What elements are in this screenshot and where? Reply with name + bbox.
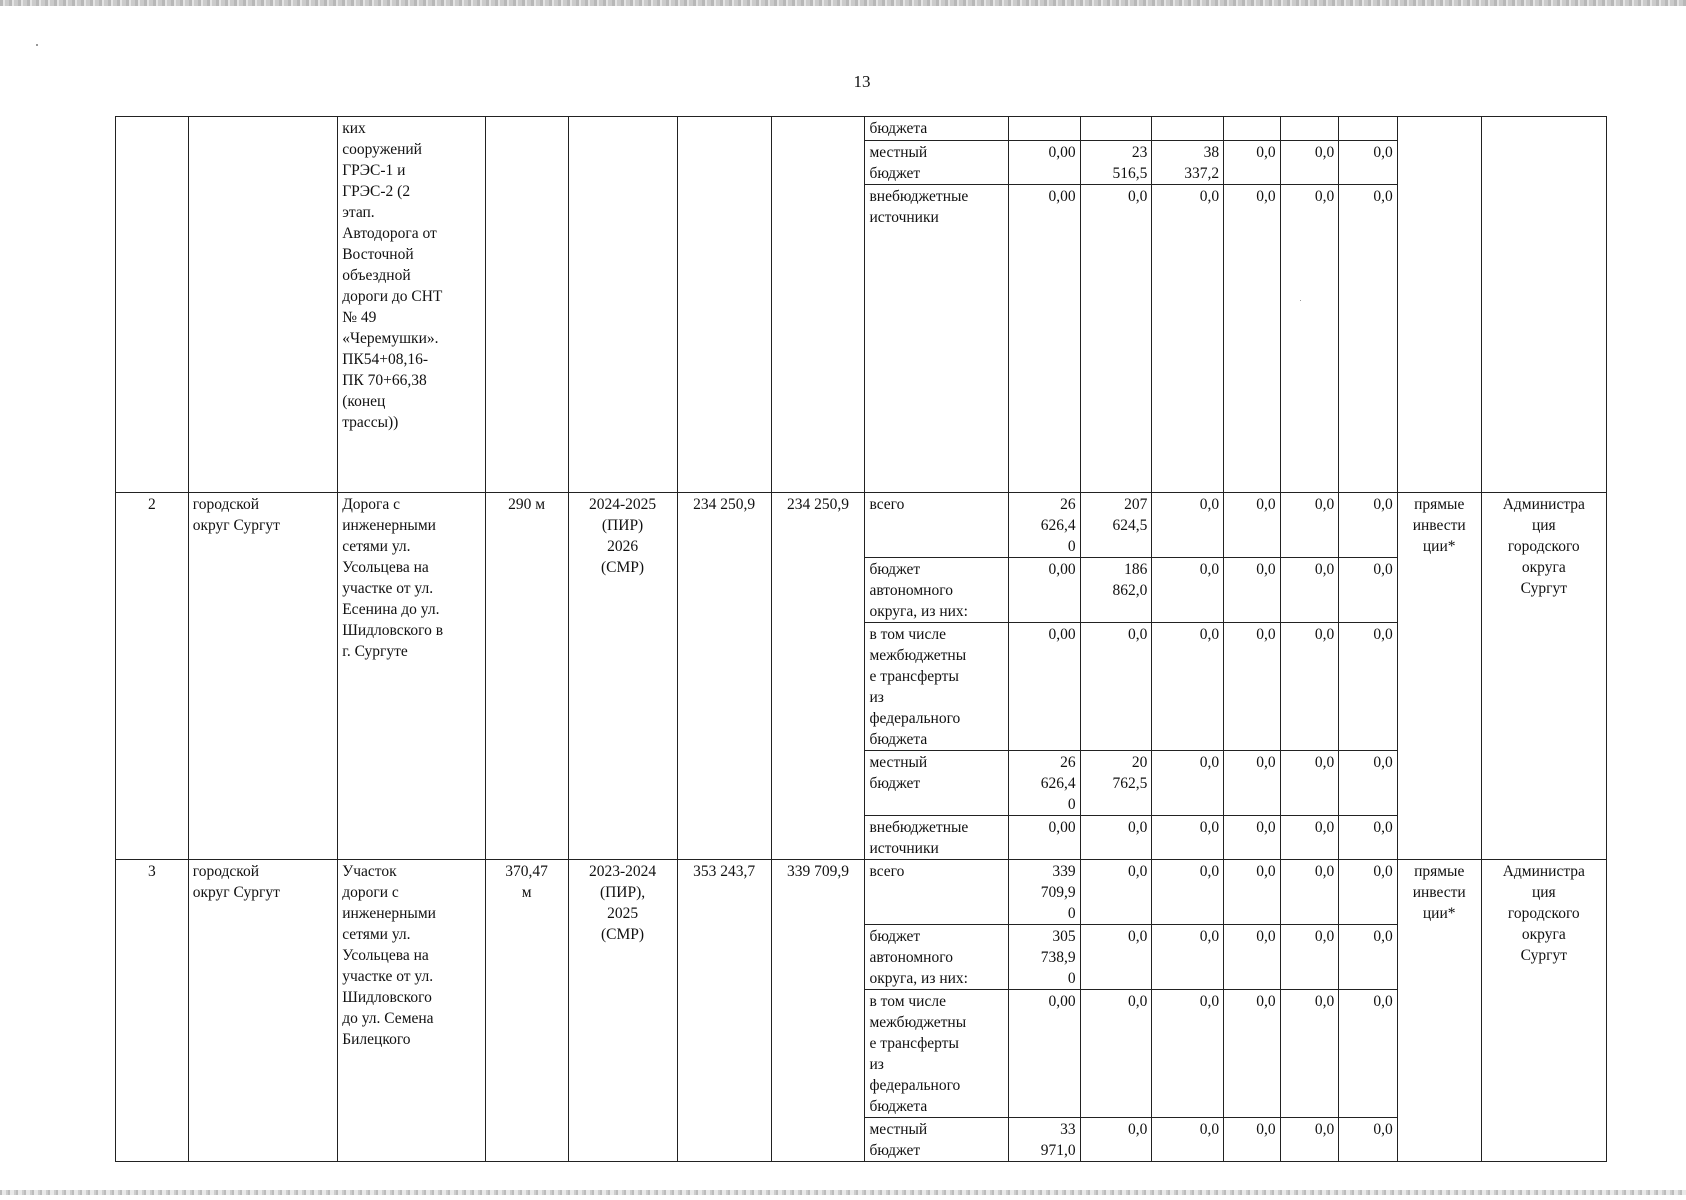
capacity-cell: 290 м	[485, 493, 568, 860]
amount-cell: 0,0	[1224, 185, 1281, 493]
period-cell: 2024-2025 (ПИР) 2026 (СМР)	[568, 493, 677, 860]
amount-cell: 20 762,5	[1080, 751, 1152, 816]
num-cell: 2	[116, 493, 189, 860]
amount-cell: 0,0	[1080, 925, 1152, 990]
amount-cell: 0,0	[1280, 623, 1339, 751]
amount-cell: 0,0	[1280, 990, 1339, 1118]
amount-cell: 0,0	[1152, 925, 1224, 990]
amount-cell	[1152, 117, 1224, 141]
source-label-cell: внебюджетные источники	[865, 185, 1008, 493]
amount-cell: 0,0	[1339, 925, 1398, 990]
amount-cell: 0,0	[1152, 990, 1224, 1118]
amount-cell: 0,0	[1339, 623, 1398, 751]
source-label-cell: всего	[865, 860, 1008, 925]
amount-cell: 0,0	[1224, 493, 1281, 558]
source-label-cell: бюджета	[865, 117, 1008, 141]
amount-cell: 0,0	[1339, 141, 1398, 185]
amount-cell: 0,0	[1224, 925, 1281, 990]
cost-remaining-cell: 234 250,9	[771, 493, 865, 860]
source-label-cell: местный бюджет	[865, 751, 1008, 816]
amount-cell: 0,0	[1152, 860, 1224, 925]
amount-cell: 23 516,5	[1080, 141, 1152, 185]
amount-cell: 0,0	[1280, 493, 1339, 558]
amount-cell: 0,00	[1008, 816, 1080, 860]
amount-cell: 0,0	[1080, 623, 1152, 751]
scan-speck	[36, 44, 38, 46]
source-label-cell: в том числе межбюджетны е трансферты из федерального бюджета	[865, 623, 1008, 751]
capacity-cell: 370,47 м	[485, 860, 568, 1162]
customer-cell	[1481, 117, 1606, 493]
amount-cell: 0,0	[1280, 860, 1339, 925]
amount-cell: 0,00	[1008, 623, 1080, 751]
table-row	[116, 117, 1607, 141]
object-cell: Дорога с инженерными сетями ул. Усольцева на участке от ул. Есенина до ул. Шидловского в г. Сургуте	[338, 493, 485, 860]
num-cell: 3	[116, 860, 189, 1162]
empty-cell	[568, 117, 677, 493]
amount-cell: 0,0	[1339, 1118, 1398, 1162]
amount-cell: 0,0	[1224, 623, 1281, 751]
source-label-cell: всего	[865, 493, 1008, 558]
amount-cell: 0,00	[1008, 990, 1080, 1118]
municipality-cell	[188, 117, 338, 493]
amount-cell: 0,00	[1008, 558, 1080, 623]
amount-cell: 0,0	[1224, 751, 1281, 816]
amount-cell: 0,00	[1008, 141, 1080, 185]
amount-cell: 186 862,0	[1080, 558, 1152, 623]
municipality-cell: городской округ Сургут	[188, 493, 338, 860]
amount-cell	[1224, 117, 1281, 141]
amount-cell	[1080, 117, 1152, 141]
amount-cell: 305 738,9 0	[1008, 925, 1080, 990]
amount-cell: 0,0	[1339, 816, 1398, 860]
amount-cell	[1339, 117, 1398, 141]
empty-cell	[771, 117, 865, 493]
cost-total-cell: 234 250,9	[677, 493, 771, 860]
amount-cell: 33 971,0	[1008, 1118, 1080, 1162]
amount-cell: 0,0	[1339, 751, 1398, 816]
source-label-cell: внебюджетные источники	[865, 816, 1008, 860]
amount-cell: 26 626,4 0	[1008, 493, 1080, 558]
amount-cell: 38 337,2	[1152, 141, 1224, 185]
amount-cell: 0,0	[1080, 1118, 1152, 1162]
municipality-cell: городской округ Сургут	[188, 860, 338, 1162]
amount-cell: 0,0	[1152, 558, 1224, 623]
amount-cell: 0,0	[1280, 1118, 1339, 1162]
table-body	[116, 117, 1607, 1162]
amount-cell: 0,0	[1080, 816, 1152, 860]
num-cell	[116, 117, 189, 493]
cost-remaining-cell: 339 709,9	[771, 860, 865, 1162]
amount-cell: 0,0	[1224, 1118, 1281, 1162]
amount-cell: 0,0	[1280, 141, 1339, 185]
amount-cell: 0,0	[1224, 816, 1281, 860]
amount-cell: 0,0	[1280, 751, 1339, 816]
amount-cell: 0,0	[1080, 990, 1152, 1118]
customer-cell: Администра ция городского округа Сургут	[1481, 860, 1606, 1162]
object-cell: Участок дороги с инженерными сетями ул. Усольцева на участке от ул. Шидловского до ул. Семена Билецкого	[338, 860, 485, 1162]
customer-cell: Администра ция городского округа Сургут	[1481, 493, 1606, 860]
amount-cell: 0,0	[1152, 751, 1224, 816]
empty-cell	[677, 117, 771, 493]
source-label-cell: бюджет автономного округа, из них:	[865, 925, 1008, 990]
amount-cell: 0,00	[1008, 185, 1080, 493]
amount-cell	[1280, 117, 1339, 141]
source-label-cell: в том числе межбюджетны е трансферты из федерального бюджета	[865, 990, 1008, 1118]
amount-cell: 0,0	[1152, 816, 1224, 860]
amount-cell: 0,0	[1339, 493, 1398, 558]
investment-objects-table	[115, 116, 1607, 1162]
source-label-cell: местный бюджет	[865, 1118, 1008, 1162]
amount-cell: 0,0	[1152, 493, 1224, 558]
table-row	[116, 860, 1607, 925]
amount-cell: 0,0	[1224, 990, 1281, 1118]
amount-cell: 0,0	[1280, 816, 1339, 860]
amount-cell: 0,0	[1339, 185, 1398, 493]
amount-cell: 0,0	[1152, 185, 1224, 493]
amount-cell: 0,0	[1224, 860, 1281, 925]
amount-cell: 0,0	[1280, 925, 1339, 990]
amount-cell: 0,0	[1339, 990, 1398, 1118]
table-row	[116, 493, 1607, 558]
scan-edge-bottom	[0, 1190, 1686, 1195]
source-label-cell: местный бюджет	[865, 141, 1008, 185]
amount-cell: 339 709,9 0	[1008, 860, 1080, 925]
empty-cell	[485, 117, 568, 493]
source-label-cell: бюджет автономного округа, из них:	[865, 558, 1008, 623]
scan-edge-top	[0, 0, 1686, 6]
amount-cell: 0,0	[1339, 558, 1398, 623]
amount-cell: 207 624,5	[1080, 493, 1152, 558]
amount-cell: 0,0	[1280, 558, 1339, 623]
amount-cell: 0,0	[1152, 623, 1224, 751]
amount-cell: 0,0	[1080, 860, 1152, 925]
amount-cell: 0,0	[1224, 141, 1281, 185]
amount-cell: 0,0	[1339, 860, 1398, 925]
mechanism-cell: прямые инвести ции*	[1397, 860, 1481, 1162]
page-number: 13	[853, 72, 871, 91]
amount-cell	[1008, 117, 1080, 141]
object-cell: ких сооружений ГРЭС-1 и ГРЭС-2 (2 этап. Автодорога от Восточной объездной дороги до СНТ № 49 «Черемушки». ПК54+08,16- ПК 70+66,38 (конец трассы))	[338, 117, 485, 493]
mechanism-cell	[1397, 117, 1481, 493]
amount-cell: 0,0	[1152, 1118, 1224, 1162]
period-cell: 2023-2024 (ПИР), 2025 (СМР)	[568, 860, 677, 1162]
amount-cell: 0,0	[1280, 185, 1339, 493]
amount-cell: 0,0	[1080, 185, 1152, 493]
cost-total-cell: 353 243,7	[677, 860, 771, 1162]
mechanism-cell: прямые инвести ции*	[1397, 493, 1481, 860]
amount-cell: 26 626,4 0	[1008, 751, 1080, 816]
amount-cell: 0,0	[1224, 558, 1281, 623]
